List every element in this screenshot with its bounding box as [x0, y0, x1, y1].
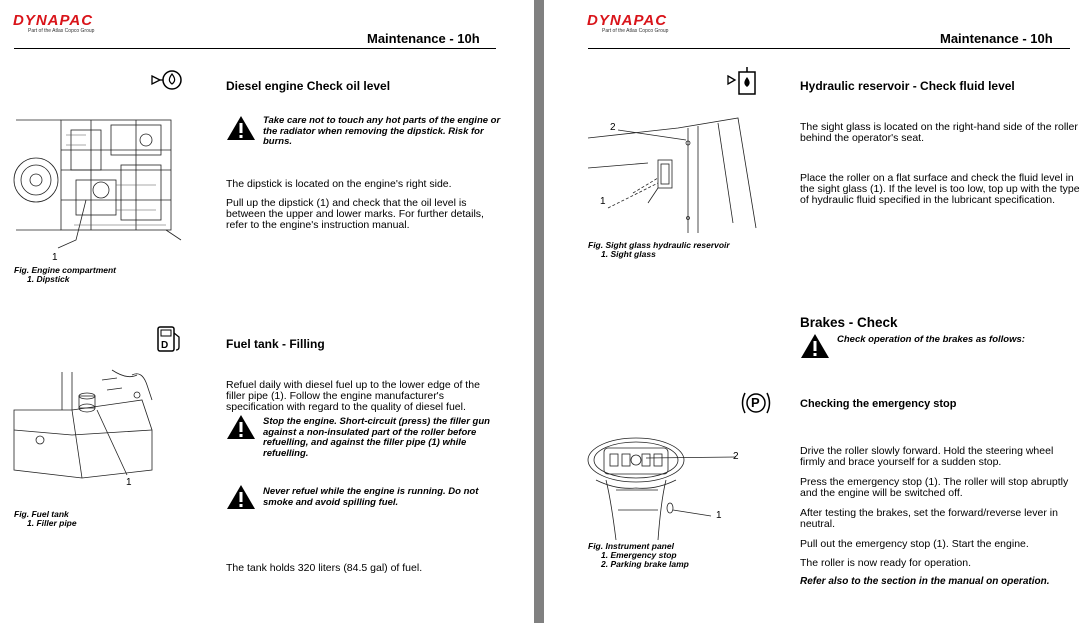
- fuel-fig-item: 1. Filler pipe: [27, 518, 77, 528]
- oil-fig-item: 1. Dipstick: [27, 274, 70, 284]
- fuel-p1: Refuel daily with diesel fuel up to the lower edge of the filler pipe (1). Follow the engine manufacturer's specification with regard to the quality of diesel fuel.: [226, 379, 480, 413]
- brakes-p6: Refer also to the section in the manual on operation.: [800, 576, 1050, 587]
- brakes-p3: After testing the brakes, set the forward/reverse lever in neutral.: [800, 507, 1058, 530]
- fuel-p2: The tank holds 320 liters (84.5 gal) of fuel.: [226, 562, 423, 574]
- brakes-callout-2: 2: [733, 451, 739, 462]
- hyd-callout-1: 1: [600, 196, 606, 207]
- header-rule: [14, 48, 496, 49]
- section-title: Maintenance - 10h: [367, 31, 480, 46]
- left-page: [0, 0, 534, 623]
- oil-can-icon: [150, 68, 186, 92]
- warning-icon: [800, 333, 830, 359]
- warning-icon: [226, 484, 256, 510]
- hyd-title: Hydraulic reservoir - Check fluid level: [800, 79, 1015, 93]
- hyd-callout-2: 2: [610, 122, 616, 133]
- brand-tagline: Part of the Atlas Copco Group: [602, 28, 669, 34]
- dynapac-logo: DYNAPAC: [587, 12, 668, 29]
- header-rule: [588, 48, 1070, 49]
- fuel-warning-1: Stop the engine. Short-circuit (press) the filler gun against a non-insulated part of the roller before refuelling, and against the filler pipe (1) while refuelling.: [263, 416, 490, 459]
- oil-p2: Pull up the dipstick (1) and check that the oil level is between the upper and lower marks. For further details, refer to the engine's instruction manual.: [226, 197, 484, 231]
- fuel-callout-1: 1: [126, 477, 132, 488]
- hydraulic-reservoir-icon: [727, 66, 759, 96]
- brakes-callout-1: 1: [716, 510, 722, 521]
- oil-fig-caption: Fig. Engine compartment: [14, 265, 117, 275]
- instrument-panel-figure: [586, 430, 706, 542]
- brand-tagline: Part of the Atlas Copco Group: [28, 28, 95, 34]
- engine-compartment-figure: [16, 110, 186, 250]
- section-title: Maintenance - 10h: [940, 31, 1053, 46]
- dynapac-logo: DYNAPAC: [13, 12, 94, 29]
- fuel-tank-figure: [12, 370, 162, 485]
- fuel-pump-icon: [155, 325, 185, 353]
- brakes-fig-item-2: 2. Parking brake lamp: [601, 559, 689, 569]
- hyd-p1: The sight glass is located on the right-hand side of the roller behind the operator's seat.: [800, 121, 1078, 144]
- hyd-p2: Place the roller on a flat surface and check the fluid level in the sight glass (1). If the level is too low, top up with the type of hydraulic fluid specified in the lubricant specification.: [800, 172, 1080, 206]
- brakes-fig-item-1: 1. Emergency stop: [601, 550, 677, 560]
- fuel-title: Fuel tank - Filling: [226, 337, 325, 351]
- brakes-warning: Check operation of the brakes as follows:: [837, 334, 1025, 345]
- parking-p-symbol: P: [751, 395, 760, 410]
- fuel-warning-2: Never refuel while the engine is running. Do not smoke and avoid spilling fuel.: [263, 486, 479, 508]
- oil-callout-1: 1: [52, 252, 58, 263]
- oil-p1: The dipstick is located on the engine's right side.: [226, 178, 452, 190]
- oil-warning: Take care not to touch any hot parts of the engine or the radiator when removing the dipstick. Risk for burns.: [263, 115, 501, 147]
- brakes-p2: Press the emergency stop (1). The roller will stop abruptly and the engine will be switched off.: [800, 476, 1069, 499]
- brakes-fig-caption: Fig. Instrument panel: [588, 541, 674, 551]
- brakes-p5: The roller is now ready for operation.: [800, 557, 971, 569]
- brakes-subtitle: Checking the emergency stop: [800, 398, 957, 410]
- brakes-p4: Pull out the emergency stop (1). Start the engine.: [800, 538, 1029, 550]
- hyd-fig-item: 1. Sight glass: [601, 249, 656, 259]
- svg-text:D: D: [161, 340, 169, 351]
- brakes-title: Brakes - Check: [800, 315, 898, 330]
- warning-icon: [226, 115, 256, 141]
- brakes-p1: Drive the roller slowly forward. Hold the steering wheel firmly and brace yourself for a sudden stop.: [800, 445, 1054, 468]
- fuel-fig-caption: Fig. Fuel tank: [14, 509, 69, 519]
- right-page: [544, 0, 1088, 623]
- warning-icon: [226, 414, 256, 440]
- oil-title: Diesel engine Check oil level: [226, 79, 391, 93]
- hyd-fig-caption: Fig. Sight glass hydraulic reservoir: [588, 240, 730, 250]
